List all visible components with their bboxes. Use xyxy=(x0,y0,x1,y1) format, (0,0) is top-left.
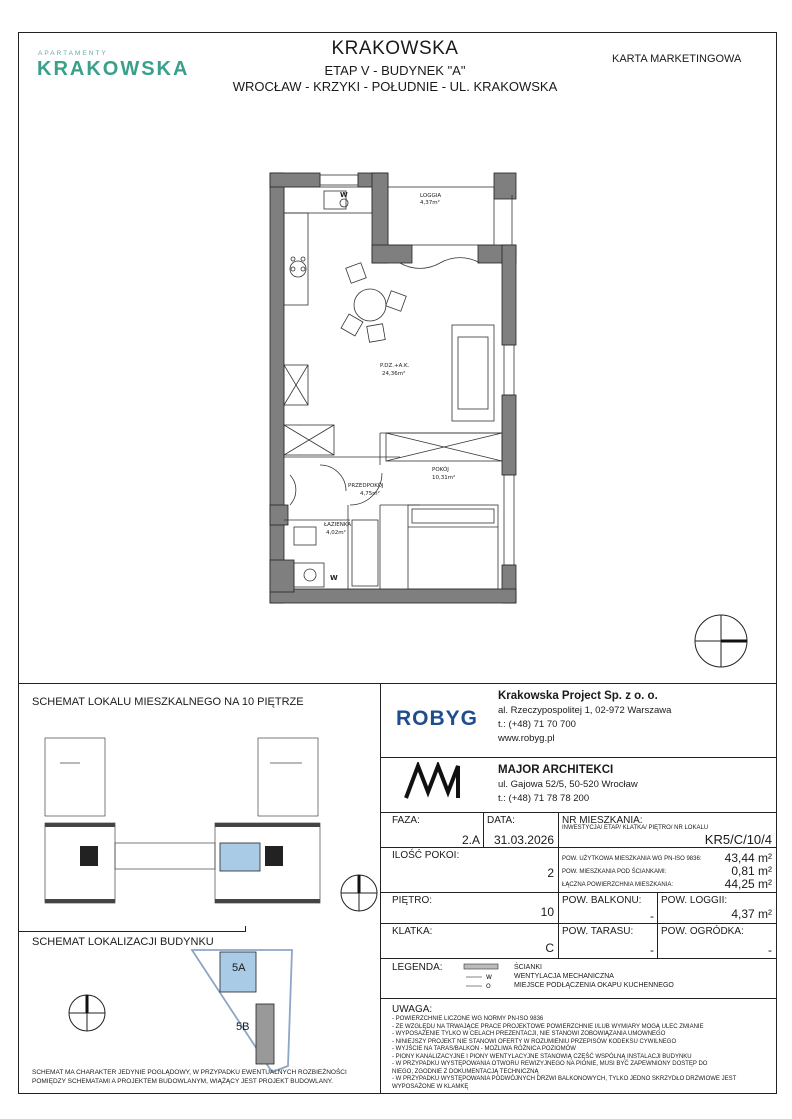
room-label-living: P.DZ.+A.K. xyxy=(380,363,410,369)
developer-web[interactable]: www.robyg.pl xyxy=(498,733,555,744)
notes-label: UWAGA: xyxy=(392,1004,433,1015)
floor-schema xyxy=(40,733,340,913)
architect-address: ul. Gajowa 52/5, 50-520 Wrocław xyxy=(498,779,638,790)
note-item: - WYJŚCIE NA TARAS/BALKON - MOŻLIWA RÓŻNICA POZIOMÓW xyxy=(392,1046,576,1052)
balkon-value: - xyxy=(650,909,654,923)
laczna-value: 44,25 m² xyxy=(724,877,772,891)
architect-logo-icon xyxy=(404,762,464,802)
data-label: DATA: xyxy=(487,815,515,826)
note-item: - POWIERZCHNIE LICZONE WG NORMY PN-ISO 9836 xyxy=(392,1016,544,1022)
taras-label: POW. TARASU: xyxy=(562,926,634,937)
klatka-label: KLATKA: xyxy=(392,926,433,937)
faza-value: 2.A xyxy=(461,833,480,847)
data-value: 31.03.2026 xyxy=(493,833,554,847)
legend-mark-o: O xyxy=(486,983,491,990)
north-arrow-building-icon xyxy=(66,992,108,1034)
room-area-bedroom: 10,31m² xyxy=(432,475,456,481)
developer-address: al. Rzeczypospolitej 1, 02-972 Warszawa xyxy=(498,705,672,716)
sciankami-value: 0,81 m² xyxy=(731,864,772,878)
note-item: - NINIEJSZY PROJEKT NIE STANOWI OFERTY W ROZUMIENIU PRZEPISÓW KODEKSU CYWILNEGO xyxy=(392,1038,677,1045)
klatka-value: C xyxy=(545,941,554,955)
balkon-label: POW. BALKONU: xyxy=(562,895,642,906)
legend-label: LEGENDA: xyxy=(392,962,443,973)
room-label-bath: ŁAZIENKA xyxy=(324,522,352,528)
developer-info xyxy=(498,689,671,746)
legend-mark-w: W xyxy=(486,974,492,981)
card-type: KARTA MARKETINGOWA xyxy=(612,53,742,65)
faza-label: FAZA: xyxy=(392,815,420,826)
logo-tagline: APARTAMENTY xyxy=(38,50,108,57)
note-item: - WYPOSAŻENIE TYLKO W CELACH PREZENTACJI, NIE STANOWI ZOBOWIĄZANIA UMOWNEGO xyxy=(392,1031,666,1037)
ogrodek-label: POW. OGRÓDKA: xyxy=(661,926,744,937)
schema-disclaimer: SCHEMAT MA CHARAKTER JEDYNIE POGLĄDOWY, W PRZYPADKU EWENTUALNYCH ROZBIEŻNOŚCI POMIĘDZY SCHEMATAMI A PROJEKTEM BUDOWLANYM, WIĄŻĄCY JEST PROJEKT BUDOWLANY. xyxy=(32,1069,347,1085)
loggia-label: POW. LOGGII: xyxy=(661,895,728,906)
legend-item-wentylacja: WENTYLACJA MECHANICZNA xyxy=(514,973,614,980)
page-location: WROCŁAW - KRZYKI - POŁUDNIE - UL. KRAKOWSKA xyxy=(232,79,558,94)
notes-list xyxy=(392,1016,772,1091)
pietro-value: 10 xyxy=(540,905,554,919)
note-item: - PIONY KANALIZACYJNE I PIONY WENTYLACYJNE STANOWIĄ CZĘŚĆ WSPÓLNĄ INSTALACJI BUDYNKU xyxy=(392,1053,692,1060)
architect-info xyxy=(498,763,638,806)
room-label-hall: PRZEDPOKÓJ xyxy=(348,483,384,489)
room-area-hall: 4,75m² xyxy=(360,491,380,497)
legend-swatches xyxy=(462,962,502,992)
nr-label: NR MIESZKANIA: xyxy=(562,815,643,826)
room-area-bath: 4,02m² xyxy=(326,530,346,536)
architect-phone: t.: (+48) 71 78 78 200 xyxy=(498,793,590,804)
north-arrow-icon xyxy=(692,612,750,670)
vent-mark-top: W xyxy=(340,191,348,199)
room-label-bedroom: POKÓJ xyxy=(432,467,449,473)
note-item: - W PRZYPADKU WYSTĘPOWANIA PODWÓJNYCH DRZWI BALKONOWYCH, TYLKO JEDNO SKRZYDŁO DRZWIOWE JEST xyxy=(392,1076,737,1082)
nr-value: KR5/C/10/4 xyxy=(704,832,772,847)
laczna-label: ŁĄCZNA POWIERZCHNIA MIESZKANIA: xyxy=(562,882,674,888)
loggia-value: 4,37 m² xyxy=(731,907,772,921)
floor-schema-title: SCHEMAT LOKALU MIESZKALNEGO NA 10 PIĘTRZE xyxy=(32,696,304,708)
vent-mark-bath: W xyxy=(330,574,338,582)
architect-name: MAJOR ARCHITEKCI xyxy=(498,764,614,776)
taras-value: - xyxy=(650,943,654,957)
sciankami-label: POW. MIESZKANIA POD ŚCIANKAMI: xyxy=(562,869,667,875)
developer-name: Krakowska Project Sp. z o. o. xyxy=(498,690,658,702)
uzytkowa-label: POW. UŻYTKOWA MIESZKANIA WG PN-ISO 9836: xyxy=(562,856,702,862)
pokoje-label: ILOŚĆ POKOI: xyxy=(392,850,460,861)
uzytkowa-value: 43,44 m² xyxy=(724,851,772,865)
developer-logo: ROBYG xyxy=(396,707,479,730)
note-item: - W PRZYPADKU WYSTĘPOWANIA OTWORU REWIZYJNEGO NA PIONIE, MUSI BYĆ ZAPEWNIONY DOSTĘP DO xyxy=(392,1061,708,1067)
legend-item-scianki: ŚCIANKI xyxy=(514,964,543,971)
note-item: WYPOSAŻONE W KLAMKĘ xyxy=(392,1083,469,1090)
pokoje-value: 2 xyxy=(547,866,554,880)
room-area-living: 24,36m² xyxy=(382,371,406,377)
building-5b-label: 5B xyxy=(236,1021,250,1033)
building-5a-label: 5A xyxy=(232,962,246,974)
page-subtitle: ETAP V - BUDYNEK "A" xyxy=(324,63,466,78)
legend-item-okap: MIEJSCE PODŁĄCZENIA OKAPU KUCHENNEGO xyxy=(514,982,674,989)
note-item: - ZE WZGLĘDU NA TRWAJĄCE PRACE PROJEKTOWE POWIERZCHNIE I/LUB WYMIARY MOGĄ ULEC ZMIANIE xyxy=(392,1023,704,1030)
ogrodek-value: - xyxy=(768,943,772,957)
floor-plan xyxy=(260,165,530,610)
developer-phone: t.: (+48) 71 70 700 xyxy=(498,719,576,730)
note-item: NIEGO, ZGODNIE Z DOKUMENTACJĄ TECHNICZNĄ xyxy=(392,1068,539,1075)
building-schema-title: SCHEMAT LOKALIZACJI BUDYNKU xyxy=(32,936,214,948)
pietro-label: PIĘTRO: xyxy=(392,895,433,906)
north-arrow-schema-icon xyxy=(338,872,380,914)
page-title: KRAKOWSKA xyxy=(331,38,459,59)
logo-wordmark: KRAKOWSKA xyxy=(37,58,190,80)
nr-sublabel: INWESTYCJA/ ETAP/ KLATKA/ PIĘTRO/ NR LOKALU xyxy=(562,825,709,831)
room-label-loggia: LOGGIA xyxy=(420,193,442,199)
room-area-loggia: 4,37m² xyxy=(420,200,440,206)
